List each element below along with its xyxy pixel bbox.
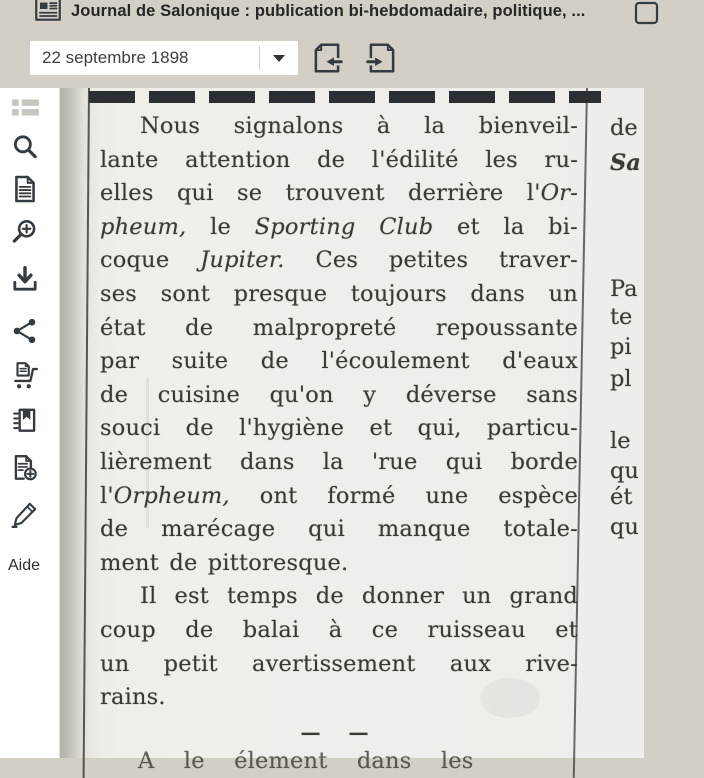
scan-text-line: lante attention de l'édilité les ru- <box>100 146 578 173</box>
zoom-in-icon <box>10 217 40 247</box>
select-divider <box>259 46 260 70</box>
pencil-icon <box>10 499 40 529</box>
newspaper-icon <box>33 0 63 29</box>
scan-text-line: souci de l'hygiène et qui, particu- <box>100 415 578 442</box>
zoom-button[interactable] <box>10 217 40 247</box>
results-list-icon <box>10 93 40 123</box>
scan-text-fragment: pi <box>610 334 632 360</box>
page-view-button[interactable] <box>10 174 40 204</box>
scan-text-line: un petit avertissement aux rive- <box>100 650 578 677</box>
scan-text-fragment: Pa <box>610 276 638 302</box>
search-button[interactable] <box>10 132 40 162</box>
book-bookmark-icon <box>10 405 40 435</box>
search-icon <box>10 132 40 162</box>
scan-section-separator: — — <box>300 719 378 744</box>
scan-text-line: Il est temps de donner un grand <box>140 583 578 610</box>
scan-text-line: pheum, le Sporting Club et la bi- <box>100 213 578 240</box>
scan-column-2 <box>600 88 704 758</box>
tools-sidebar <box>0 88 60 758</box>
share-button[interactable] <box>10 316 40 346</box>
header-bar <box>0 0 644 88</box>
results-list-button[interactable] <box>10 93 40 123</box>
help-link[interactable]: Aide <box>8 557 41 574</box>
scan-column-1-lines <box>100 110 578 715</box>
download-button[interactable] <box>10 264 40 294</box>
scan-text-line: Nous signalons à la bienveil- <box>140 113 578 139</box>
order-reproduction-button[interactable] <box>10 360 40 390</box>
scan-text-line: lièrement dans la 'rue qui borde <box>100 448 578 475</box>
scan-text-line: coup de balai à ce ruisseau et <box>100 616 578 643</box>
page-scan-viewport[interactable] <box>60 88 644 774</box>
next-issue-button[interactable] <box>364 40 400 76</box>
scan-text-line: ses sont presque toujours dans un <box>100 280 578 307</box>
scan-column-1 <box>100 110 578 775</box>
scan-text-line: de cuisine qu'on y déverse sans <box>100 381 578 408</box>
add-document-button[interactable] <box>10 453 40 483</box>
scan-text-fragment: pl <box>610 366 632 392</box>
next-issue-icon <box>364 40 400 76</box>
scan-text-fragment: te <box>610 304 633 330</box>
scan-text-fragment: de <box>610 115 638 141</box>
scan-dashed-rule <box>89 91 601 103</box>
scan-text-fragment: qu <box>610 514 639 540</box>
document-plus-icon <box>10 453 40 483</box>
previous-issue-button[interactable] <box>309 40 345 76</box>
annotate-button[interactable] <box>10 499 40 529</box>
scan-text-line: coque Jupiter. Ces petites traver- <box>100 247 578 274</box>
scan-text-fragment: Sa <box>610 150 641 176</box>
scan-text-line: elles qui se trouvent derrière l'Or- <box>100 180 578 207</box>
document-title: Journal de Salonique : publication bi-hebdomadaire, politique, ... <box>71 2 586 20</box>
scan-text-fragment: ét <box>610 484 633 510</box>
scan-text-fragment: le <box>610 428 631 454</box>
document-icon <box>10 174 40 204</box>
scan-text-line: état de malpropreté repoussante <box>100 314 578 341</box>
scan-text-line: rains. <box>100 684 166 711</box>
scan-text-fragment: qu <box>610 458 639 484</box>
previous-issue-icon <box>309 40 345 76</box>
document-cart-icon <box>10 360 40 390</box>
scan-text-line: par suite de l'écoulement d'eaux <box>100 348 578 375</box>
issue-date-select[interactable] <box>30 41 298 75</box>
scan-text-line: de marécage qui manque totale- <box>100 516 578 543</box>
share-icon <box>10 316 40 346</box>
chevron-down-icon <box>273 55 285 62</box>
scan-text-line: l'Orpheum, ont formé une espèce <box>100 482 578 509</box>
clipped-toolbar-icon[interactable] <box>634 1 660 32</box>
scan-column-rule-left <box>83 88 90 778</box>
bookmarks-button[interactable] <box>10 405 40 435</box>
scan-text-line: ment de pittoresque. <box>100 549 349 576</box>
download-icon <box>10 264 40 294</box>
issue-date-value: 22 septembre 1898 <box>42 48 189 67</box>
scan-partial-line: A le élement dans les <box>138 747 474 774</box>
